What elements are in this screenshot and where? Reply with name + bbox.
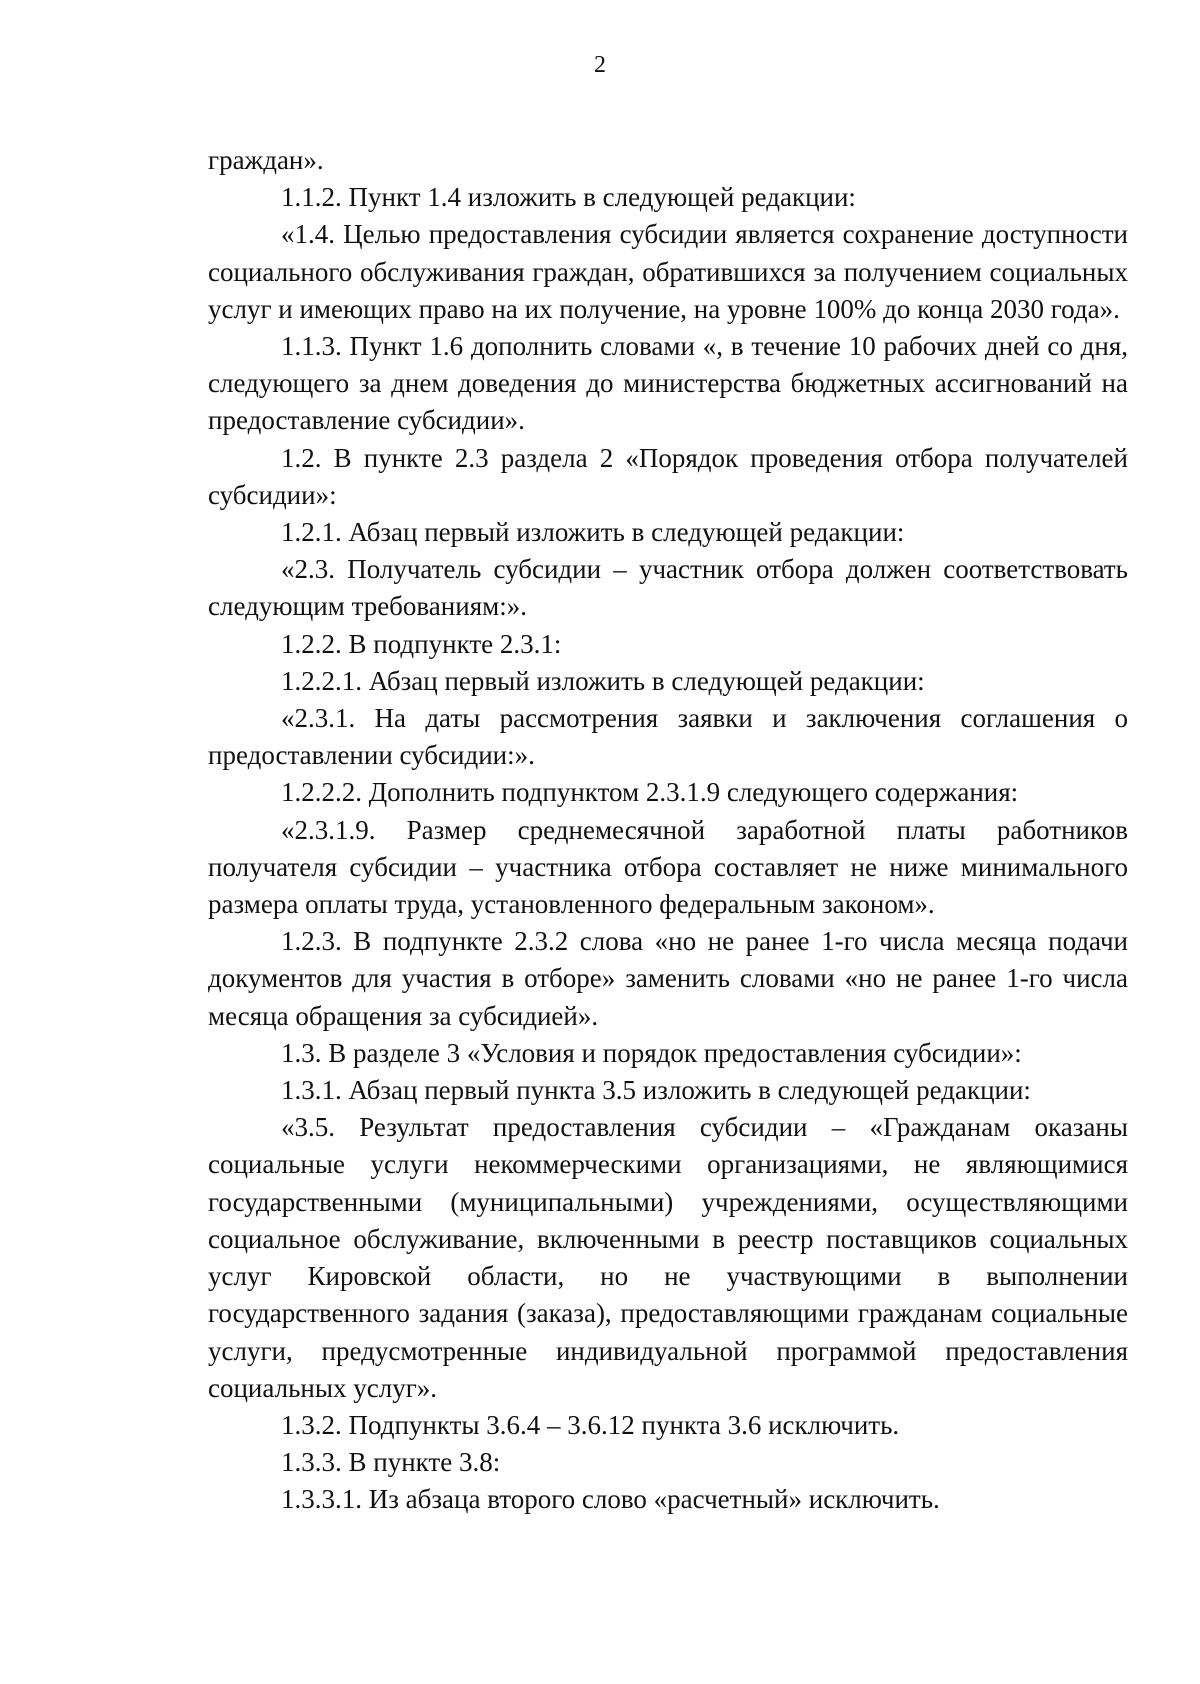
paragraph: 1.2.2.1. Абзац первый изложить в следующей редакции:: [281, 665, 925, 696]
paragraph: 1.2.1. Абзац первый изложить в следующей редакции:: [281, 517, 905, 548]
paragraph: граждан».: [208, 145, 324, 175]
paragraph: «2.3.1.9. Размер среднемесячной заработной платы работников получателя субсидии – участника отбора составляет не ниже минимального размера оплаты труда, установленного федеральным законом».: [208, 814, 1128, 920]
paragraph: 1.2. В пункте 2.3 раздела 2 «Порядок проведения отбора получателей субсидии»:: [208, 442, 1128, 510]
paragraph: 1.2.3. В подпункте 2.3.2 слова «но не ранее 1-го числа месяца подачи документов для участия в отборе» заменить словами «но не ранее 1-го числа месяца обращения за субсидией».: [208, 926, 1128, 1031]
paragraph: «2.3.1. На даты рассмотрения заявки и заключения соглашения о предоставлении субсидии:».: [208, 703, 1128, 771]
paragraph: 1.3.1. Абзац первый пункта 3.5 изложить в следующей редакции:: [281, 1075, 1031, 1106]
paragraph: 1.3.2. Подпункты 3.6.4 – 3.6.12 пункта 3.6 исключить.: [281, 1409, 900, 1440]
paragraph: 1.2.2. В подпункте 2.3.1:: [281, 628, 562, 659]
paragraph: 1.1.3. Пункт 1.6 дополнить словами «, в течение 10 рабочих дней со дня, следующего за днем доведения до министерства бюджетных ассигнований на предоставление субсидии».: [208, 331, 1128, 436]
paragraph: 1.1.2. Пункт 1.4 изложить в следующей редакции:: [281, 182, 856, 213]
document-body: [208, 142, 1128, 1519]
paragraph: 1.2.2.2. Дополнить подпунктом 2.3.1.9 следующего содержания:: [281, 777, 1019, 808]
paragraph: 1.3.3.1. Из абзаца второго слово «расчетный» исключить.: [281, 1484, 940, 1515]
paragraph: 1.3.3. В пункте 3.8:: [281, 1447, 501, 1478]
paragraph: «1.4. Целью предоставления субсидии является сохранение доступности социального обслуживания граждан, обратившихся за получением социальных услуг и имеющих право на их получение, на уровне 100% до конца 2030 года».: [208, 219, 1128, 324]
paragraph: «2.3. Получатель субсидии – участник отбора должен соответствовать следующим требованиям:».: [208, 554, 1128, 622]
page-number: 2: [594, 52, 606, 78]
paragraph: 1.3. В разделе 3 «Условия и порядок предоставления субсидии»:: [281, 1037, 1022, 1068]
paragraph: «3.5. Результат предоставления субсидии – «Гражданам оказаны социальные услуги некоммерческими организациями, не являющимися государственными (муниципальными) учреждениями, осуществляющими социальное обслуживание, включенными в реестр поставщиков социальных услуг Кировской области, но не участвующими в выполнении государственного задания (заказа), предоставляющими гражданам социальные услуги, предусмотренные индивидуальной программой предоставления социальных услуг».: [208, 1112, 1128, 1403]
